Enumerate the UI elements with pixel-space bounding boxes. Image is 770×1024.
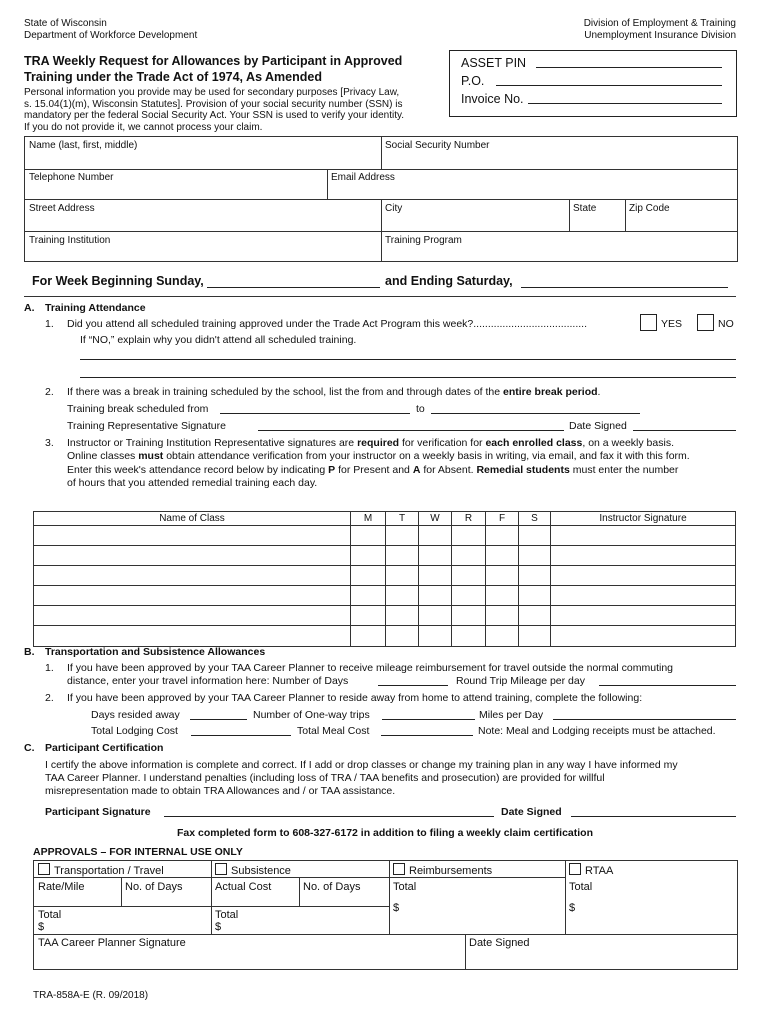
rtaa-label: RTAA (585, 865, 614, 877)
checkbox-icon (569, 863, 581, 875)
privacy-line-4: If you do not provide it, we cannot process your claim. (24, 121, 263, 133)
department-name: Department of Workforce Development (24, 30, 198, 41)
q2-text (67, 386, 600, 398)
transport-total-value: $ (38, 921, 45, 933)
yes-label: YES (661, 318, 683, 330)
title-line-1: TRA Weekly Request for Allowances by Participant in Approved (24, 54, 403, 68)
cert-line-1: I certify the above information is complete and correct. If I add or drop classes or change my training plan in any way I have informed my (45, 759, 678, 771)
attendance-table (33, 511, 736, 647)
state-name: State of Wisconsin (24, 18, 107, 29)
transport-label: Transportation / Travel (54, 865, 164, 877)
days-away-field[interactable] (190, 719, 247, 720)
no-label: NO (718, 318, 734, 330)
lodging-cost-label: Total Lodging Cost (91, 725, 178, 737)
approvals-title: APPROVALS – FOR INTERNAL USE ONLY (33, 846, 243, 858)
phone-field[interactable]: Telephone Number (29, 172, 114, 183)
city-field[interactable]: City (385, 203, 403, 214)
ssn-field[interactable]: Social Security Number (385, 140, 490, 151)
transport-total-field[interactable] (38, 909, 61, 933)
rate-mile-field[interactable]: Rate/Mile (38, 881, 85, 893)
privacy-line-1: Personal information you provide may be used for secondary purposes [Privacy Law, (24, 87, 400, 98)
col-f: F (486, 512, 519, 526)
participant-signature-field[interactable] (164, 816, 494, 817)
rtaa-checkbox[interactable] (569, 863, 613, 877)
table-row[interactable] (34, 606, 736, 626)
transport-total-label: Total (38, 909, 62, 921)
state-field[interactable]: State (573, 203, 597, 214)
week-beginning-field[interactable] (207, 287, 380, 288)
round-trip-label: Round Trip Mileage per day (456, 675, 585, 687)
fax-instructions: Fax completed form to 608-327-6172 in addition to filing a weekly claim certification (176, 827, 594, 839)
table-row[interactable] (34, 586, 736, 606)
institution-field[interactable]: Training Institution (29, 235, 111, 246)
miles-per-day-label: Miles per Day (479, 709, 544, 721)
week-beginning-label: For Week Beginning Sunday, (32, 274, 204, 288)
table-row[interactable] (34, 566, 736, 586)
section-c-title: Participant Certification (45, 742, 164, 754)
street-field[interactable]: Street Address (29, 203, 95, 214)
certification-text (45, 759, 678, 798)
break-to-field[interactable] (431, 413, 640, 414)
reimbursements-total-field[interactable]: $ (393, 902, 400, 914)
q3-number: 3. (45, 437, 54, 449)
privacy-line-3: mandatory per the federal Social Security Act. Your SSN is used to verify your identity. (24, 110, 405, 121)
q2-text-end: . (597, 386, 601, 398)
b-q1-text: If you have been approved by your TAA Career Planner to receive mileage reimbursement for travel outside the normal commuting (67, 662, 674, 674)
q2-text-main: If there was a break in training scheduled by the school, list the from and through dates of the (67, 386, 501, 398)
number-of-days-field[interactable] (378, 685, 448, 686)
program-field[interactable]: Training Program (385, 235, 462, 246)
q1-text: Did you attend all scheduled training approved under the Trade Act Program this week?....................................... (67, 318, 588, 330)
subdivision-name: Unemployment Insurance Division (584, 30, 736, 41)
transport-days-field[interactable]: No. of Days (125, 881, 183, 893)
rep-signature-label: Training Representative Signature (67, 420, 226, 432)
division-name: Division of Employment & Training (583, 18, 736, 29)
col-instructor-signature: Instructor Signature (551, 512, 736, 526)
break-from-field[interactable] (220, 413, 410, 414)
rep-date-label: Date Signed (569, 420, 627, 432)
number-of-days-label: distance, enter your travel information here: Number of Days (67, 675, 349, 687)
participant-date-label: Date Signed (501, 806, 562, 818)
one-way-trips-field[interactable] (382, 719, 475, 720)
section-b-letter: B. (24, 646, 35, 658)
asset-pin-label: ASSET PIN (461, 56, 527, 70)
col-s: S (519, 512, 551, 526)
b-q2-text: If you have been approved by your TAA Career Planner to reside away from home to attend training, complete the following: (67, 692, 643, 704)
zip-field[interactable]: Zip Code (629, 203, 670, 214)
reimbursements-checkbox[interactable] (393, 863, 492, 877)
round-trip-field[interactable] (599, 685, 736, 686)
table-row[interactable] (34, 526, 736, 546)
cert-line-2: TAA Career Planner. I understand penalties (including loss of TRA / TAA benefits and prosecution) are provided for willful (45, 772, 605, 784)
reimbursements-label: Reimbursements (409, 865, 493, 877)
checkbox-icon (38, 863, 50, 875)
q2-number: 2. (45, 386, 54, 398)
form-number: TRA-858A-E (R. 09/2018) (33, 990, 149, 1001)
checkbox-icon (215, 863, 227, 875)
subsistence-checkbox[interactable] (215, 863, 291, 877)
id-box (449, 50, 737, 117)
explain-line-2[interactable] (80, 377, 736, 378)
yes-checkbox[interactable] (640, 314, 657, 331)
q2-text-bold: entire break period (503, 386, 598, 398)
planner-date-field[interactable]: Date Signed (469, 937, 530, 949)
cert-line-3: misrepresentation made to obtain TRA Allowances and / or TAA assistance. (45, 785, 396, 797)
subsistence-total-field[interactable] (215, 909, 238, 933)
lodging-cost-field[interactable] (191, 735, 291, 736)
attendance-header-row (34, 512, 736, 526)
divider (24, 296, 736, 297)
section-b-title: Transportation and Subsistence Allowances (45, 646, 266, 658)
q1-number: 1. (45, 318, 54, 330)
email-field[interactable]: Email Address (331, 172, 395, 183)
division-header (584, 18, 736, 42)
col-w: W (419, 512, 452, 526)
name-field[interactable]: Name (last, first, middle) (29, 140, 138, 151)
rtaa-total-field[interactable]: $ (569, 902, 576, 914)
b-q2-number: 2. (45, 692, 54, 704)
po-label: P.O. (461, 74, 485, 88)
no-checkbox[interactable] (697, 314, 714, 331)
agency-header (24, 18, 197, 42)
rep-date-field[interactable] (633, 430, 736, 431)
privacy-line-2: s. 15.04(1)(m), Wisconsin Statutes]. Provision of your social security number (SSN) is (24, 98, 403, 110)
subsistence-label: Subsistence (231, 865, 291, 877)
po-field[interactable] (496, 85, 722, 86)
week-ending-field[interactable] (521, 287, 728, 288)
subsistence-days-field[interactable]: No. of Days (303, 881, 361, 893)
col-name-of-class: Name of Class (34, 512, 351, 526)
explain-line-1[interactable] (80, 359, 736, 360)
section-c-letter: C. (24, 742, 35, 754)
invoice-field[interactable] (528, 103, 722, 104)
break-from-label: Training break scheduled from (67, 403, 209, 415)
table-row[interactable] (34, 546, 736, 566)
meal-cost-field[interactable] (381, 735, 473, 736)
section-a-letter: A. (24, 302, 35, 314)
col-r: R (452, 512, 486, 526)
actual-cost-field[interactable]: Actual Cost (215, 881, 272, 893)
q3-text: Instructor or Training Institution Representative signatures are required for verification for each enrolled class, on a weekly basis. Online classes must obtain attendance verification from your instructor on a weekly basis in writing, via email, and fax it with this form. Enter this week's attendance record below by indicating P for Present and A for Absent. Remedial students must enter the number of hours that you attended remedial training each day. (67, 437, 690, 489)
form-title (24, 53, 402, 85)
privacy-notice (24, 87, 404, 133)
title-line-2: Training under the Trade Act of 1974, As Amended (24, 70, 322, 84)
asset-pin-field[interactable] (536, 67, 722, 68)
b-q1-number: 1. (45, 662, 54, 674)
section-a-title: Training Attendance (45, 302, 146, 314)
subsistence-total-label: Total (215, 909, 239, 921)
checkbox-icon (393, 863, 405, 875)
col-m: M (351, 512, 386, 526)
participant-signature-label: Participant Signature (45, 806, 151, 818)
days-away-label: Days resided away (91, 709, 180, 721)
meal-cost-label: Total Meal Cost (297, 725, 370, 737)
col-t: T (386, 512, 419, 526)
planner-signature-field[interactable]: TAA Career Planner Signature (38, 937, 186, 949)
break-to-label: to (416, 403, 425, 415)
transport-checkbox[interactable] (38, 863, 164, 877)
receipts-note: Note: Meal and Lodging receipts must be attached. (478, 725, 716, 737)
invoice-label: Invoice No. (461, 92, 524, 106)
week-ending-label: and Ending Saturday, (385, 274, 513, 288)
table-row[interactable] (34, 626, 736, 647)
participant-date-field[interactable] (571, 816, 736, 817)
rep-signature-field[interactable] (258, 430, 564, 431)
one-way-trips-label: Number of One-way trips (253, 709, 370, 721)
reimbursements-total-label: Total (393, 881, 417, 893)
miles-per-day-field[interactable] (553, 719, 736, 720)
subsistence-total-value: $ (215, 921, 222, 933)
rtaa-total-label: Total (569, 881, 593, 893)
approvals-grid (33, 860, 738, 970)
q1-explain-prompt: If “NO,” explain why you didn't attend all scheduled training. (80, 334, 357, 346)
participant-info-grid (24, 136, 738, 262)
